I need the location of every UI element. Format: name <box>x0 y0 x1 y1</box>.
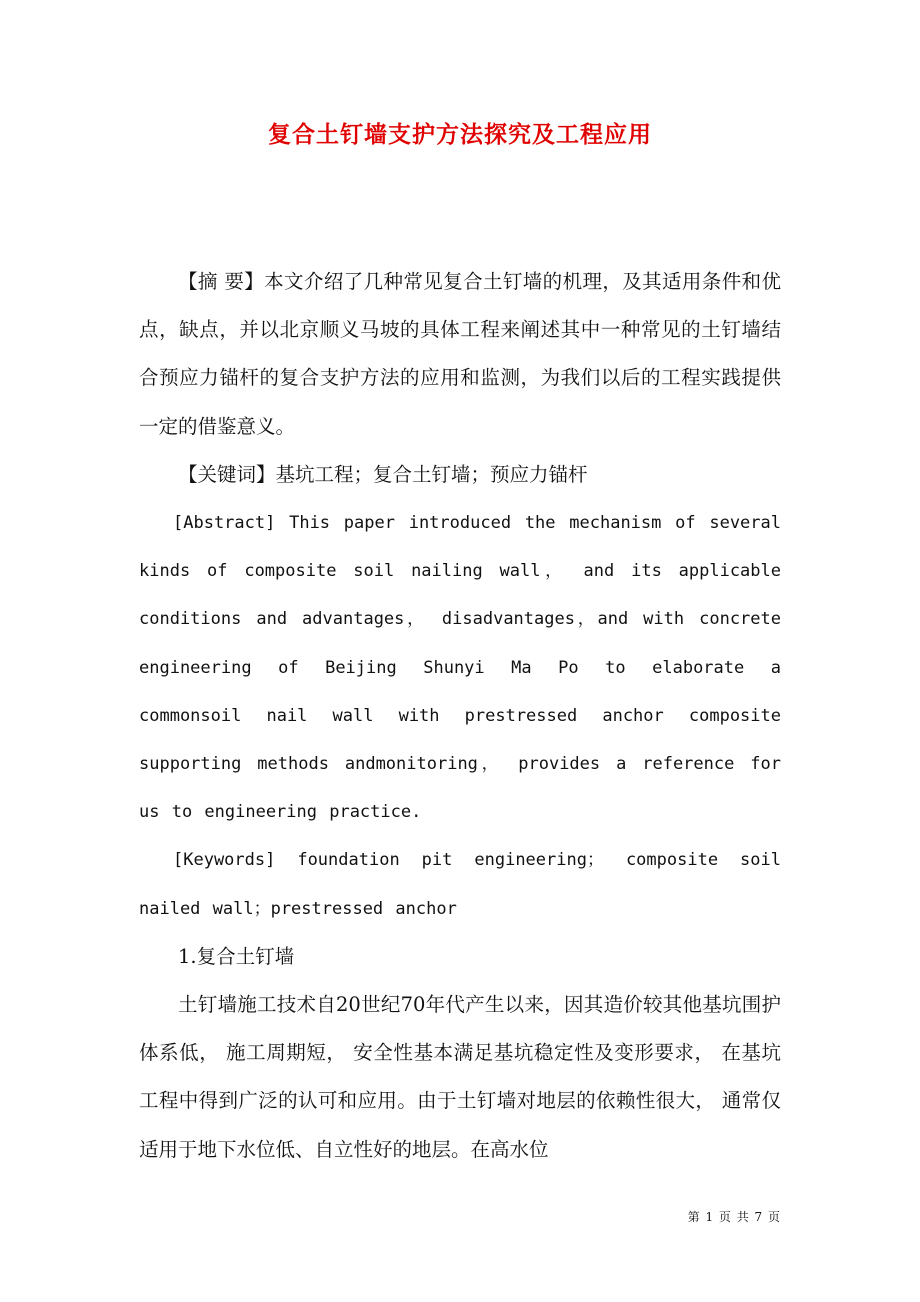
keywords-chinese: 【关键词】基坑工程；复合土钉墙；预应力锚杆 <box>178 462 588 486</box>
keywords-english: [Keywords] foundation pit engineering； composite soil nailed wall；prestressed anchor <box>139 850 781 919</box>
document-body <box>139 258 781 1174</box>
page-number-footer: 第 1 页 共 7 页 <box>687 1210 781 1224</box>
section-paragraph: 土钉墙施工技术自20世纪70年代产生以来，因其造价较其他基坑围护体系低， 施工周期短， 安全性基本满足基坑稳定性及变形要求， 在基坑工程中得到广泛的认可和应用。由于土钉墙对地层的依赖性很大， 通常仅适用于地下水位低、自立性好的地层。在高水位 <box>139 993 781 1161</box>
abstract-english: [Abstract] This paper introduced the mechanism of several kinds of composite soil nailing wall， and its applicable conditions and advantages， disadvantages，and with concrete engineering of Beijing Shunyi Ma Po to elaborate a commonsoil nail wall with prestressed anchor composite supporting methods andmonitoring， provides a reference for us to engineering practice. <box>139 513 781 823</box>
section-heading: 1.复合土钉墙 <box>178 944 295 968</box>
abstract-chinese: 【摘 要】本文介绍了几种常见复合土钉墙的机理，及其适用条件和优点，缺点，并以北京顺义马坡的具体工程来阐述其中一种常见的土钉墙结合预应力锚杆的复合支护方法的应用和监测，为我们以后的工程实践提供一定的借鉴意义。 <box>139 270 781 438</box>
document-title: 复合土钉墙支护方法探究及工程应用 <box>268 121 652 148</box>
